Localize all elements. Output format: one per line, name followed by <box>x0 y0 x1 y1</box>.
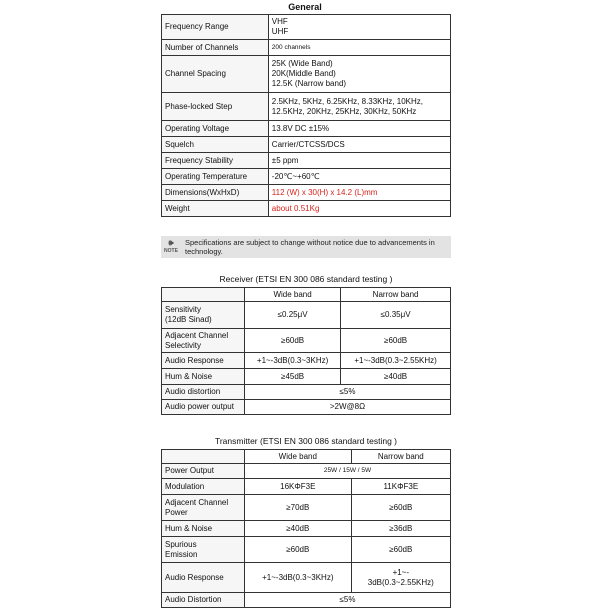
table-row <box>162 479 451 495</box>
spec-value-squelch: Carrier/CTCSS/DCS <box>268 137 450 153</box>
spec-label-channels: Number of Channels <box>162 40 269 56</box>
frequency-range-line: VHF <box>271 17 288 26</box>
table-row <box>162 329 451 353</box>
rx-label-audio-response: Audio Response <box>162 353 245 369</box>
rx-narrow-hum-noise: ≥40dB <box>341 369 451 385</box>
label-line: Power <box>165 507 188 517</box>
label-line: Adjacent Channel <box>165 497 229 507</box>
transmitter-spec-table <box>161 449 451 608</box>
header-narrow-band: Narrow band <box>341 288 451 302</box>
rx-narrow-selectivity: ≥60dB <box>341 329 451 353</box>
rx-wide-sensitivity: ≤0.25μV <box>245 302 341 329</box>
spec-label-frequency-range: Frequency Range <box>162 15 269 40</box>
table-row <box>162 56 451 93</box>
tx-narrow-audio-response <box>351 563 450 593</box>
rx-value-audio-distortion: ≤5% <box>245 385 451 400</box>
general-title: General <box>288 2 322 12</box>
table-row <box>162 185 451 201</box>
spec-value-temperature: -20℃~+60℃ <box>268 169 450 185</box>
tx-narrow-spurious: ≥60dB <box>351 537 450 563</box>
table-row <box>162 400 451 415</box>
receiver-title: Receiver (ETSI EN 300 086 standard testing ) <box>219 274 393 284</box>
table-row <box>162 201 451 217</box>
spec-value-weight: about 0.51Kg <box>268 201 450 217</box>
transmitter-title: Transmitter (ETSI EN 300 086 standard testing ) <box>214 436 398 446</box>
tx-label-hum-noise: Hum & Noise <box>162 521 245 537</box>
rx-label-selectivity <box>162 329 245 353</box>
table-row <box>162 521 451 537</box>
tx-wide-modulation: 16KΦF3E <box>245 479 352 495</box>
label-line: (12dB Sinad) <box>165 315 212 324</box>
tx-narrow-modulation: 11KΦF3E <box>351 479 450 495</box>
channel-spacing-line: 25K (Wide Band) <box>271 59 333 68</box>
spec-label-squelch: Squelch <box>162 137 269 153</box>
header-wide-band: Wide band <box>245 450 352 464</box>
tx-narrow-hum-noise: ≥36dB <box>351 521 450 537</box>
table-row <box>162 302 451 329</box>
rx-wide-selectivity: ≥60dB <box>245 329 341 353</box>
tx-value-power-output: 25W / 15W / 5W <box>245 464 451 479</box>
rx-label-sensitivity <box>162 302 245 329</box>
label-line: Emission <box>165 549 198 559</box>
tx-wide-adjacent-power: ≥70dB <box>245 495 352 521</box>
spec-value-channels: 200 channels <box>268 40 450 56</box>
frequency-range-line: UHF <box>271 27 289 36</box>
table-row <box>162 537 451 563</box>
table-row <box>162 169 451 185</box>
label-line: Adjacent Channel <box>165 330 229 340</box>
table-row <box>162 464 451 479</box>
note-icon-label: NOTE <box>164 248 178 254</box>
spec-label-frequency-stability: Frequency Stability <box>162 153 269 169</box>
spec-label-phase-step: Phase-locked Step <box>162 93 269 121</box>
tx-label-spurious <box>162 537 245 563</box>
rx-wide-hum-noise: ≥45dB <box>245 369 341 385</box>
phase-step-line: 2.5KHz, 5KHz, 6.25KHz, 8.33KHz, 10KHz, <box>271 96 423 106</box>
rx-label-hum-noise: Hum & Noise <box>162 369 245 385</box>
table-header-row <box>162 288 451 302</box>
note-box <box>161 236 451 258</box>
table-row <box>162 593 451 608</box>
header-wide-band: Wide band <box>245 288 341 302</box>
table-row <box>162 137 451 153</box>
spec-value-frequency-range <box>268 15 450 40</box>
tx-label-modulation: Modulation <box>162 479 245 495</box>
tx-label-audio-response: Audio Response <box>162 563 245 593</box>
table-row <box>162 353 451 369</box>
value-line: +1~- <box>392 567 410 577</box>
spec-value-voltage: 13.8V DC ±15% <box>268 121 450 137</box>
note-text: Specifications are subject to change without notice due to advancements in technology. <box>185 238 435 256</box>
spec-value-channel-spacing <box>268 56 450 93</box>
tx-label-adjacent-power <box>162 495 245 521</box>
table-row <box>162 495 451 521</box>
table-row <box>162 153 451 169</box>
general-spec-table <box>161 14 451 217</box>
tx-value-audio-distortion: ≤5% <box>245 593 451 608</box>
table-row <box>162 121 451 137</box>
header-blank <box>162 450 245 464</box>
table-header-row <box>162 450 451 464</box>
tx-wide-spurious: ≥60dB <box>245 537 352 563</box>
table-row <box>162 369 451 385</box>
spec-value-dimensions: 112 (W) x 30(H) x 14.2 (L)mm <box>268 185 450 201</box>
spec-value-frequency-stability: ±5 ppm <box>268 153 450 169</box>
tx-label-power-output: Power Output <box>162 464 245 479</box>
header-blank <box>162 288 245 302</box>
rx-label-audio-distortion: Audio distortion <box>162 385 245 400</box>
label-line: Selectivity <box>165 340 202 350</box>
rx-narrow-sensitivity: ≤0.35μV <box>341 302 451 329</box>
table-row <box>162 563 451 593</box>
label-line: Sensitivity <box>165 305 202 314</box>
table-row <box>162 15 451 40</box>
tx-narrow-adjacent-power: ≥60dB <box>351 495 450 521</box>
receiver-spec-table <box>161 287 451 415</box>
tx-wide-hum-noise: ≥40dB <box>245 521 352 537</box>
speaker-icon: 🕪 NOTE <box>164 238 178 254</box>
table-row <box>162 93 451 121</box>
spec-label-voltage: Operating Voltage <box>162 121 269 137</box>
rx-value-audio-power: >2W@8Ω <box>245 400 451 415</box>
rx-wide-audio-response: +1~-3dB(0.3~3KHz) <box>245 353 341 369</box>
rx-label-audio-power: Audio power output <box>162 400 245 415</box>
tx-wide-audio-response: +1~-3dB(0.3~3KHz) <box>245 563 352 593</box>
spec-label-weight: Weight <box>162 201 269 217</box>
table-row <box>162 385 451 400</box>
value-line: 3dB(0.3~2.55KHz) <box>367 577 434 587</box>
spec-label-dimensions: Dimensions(WxHxD) <box>162 185 269 201</box>
label-line: Spurious <box>165 539 197 549</box>
table-row <box>162 40 451 56</box>
spec-value-phase-step <box>268 93 450 121</box>
phase-step-line: 12.5KHz, 20KHz, 25KHz, 30KHz, 50KHz <box>271 106 417 116</box>
header-narrow-band: Narrow band <box>351 450 450 464</box>
spec-label-channel-spacing: Channel Spacing <box>162 56 269 93</box>
tx-label-audio-distortion: Audio Distortion <box>162 593 245 608</box>
spec-label-temperature: Operating Temperature <box>162 169 269 185</box>
channel-spacing-line: 12.5K (Narrow band) <box>271 79 347 88</box>
rx-narrow-audio-response: +1~-3dB(0.3~2.55KHz) <box>341 353 451 369</box>
channel-spacing-line: 20K(Middle Band) <box>271 69 336 78</box>
